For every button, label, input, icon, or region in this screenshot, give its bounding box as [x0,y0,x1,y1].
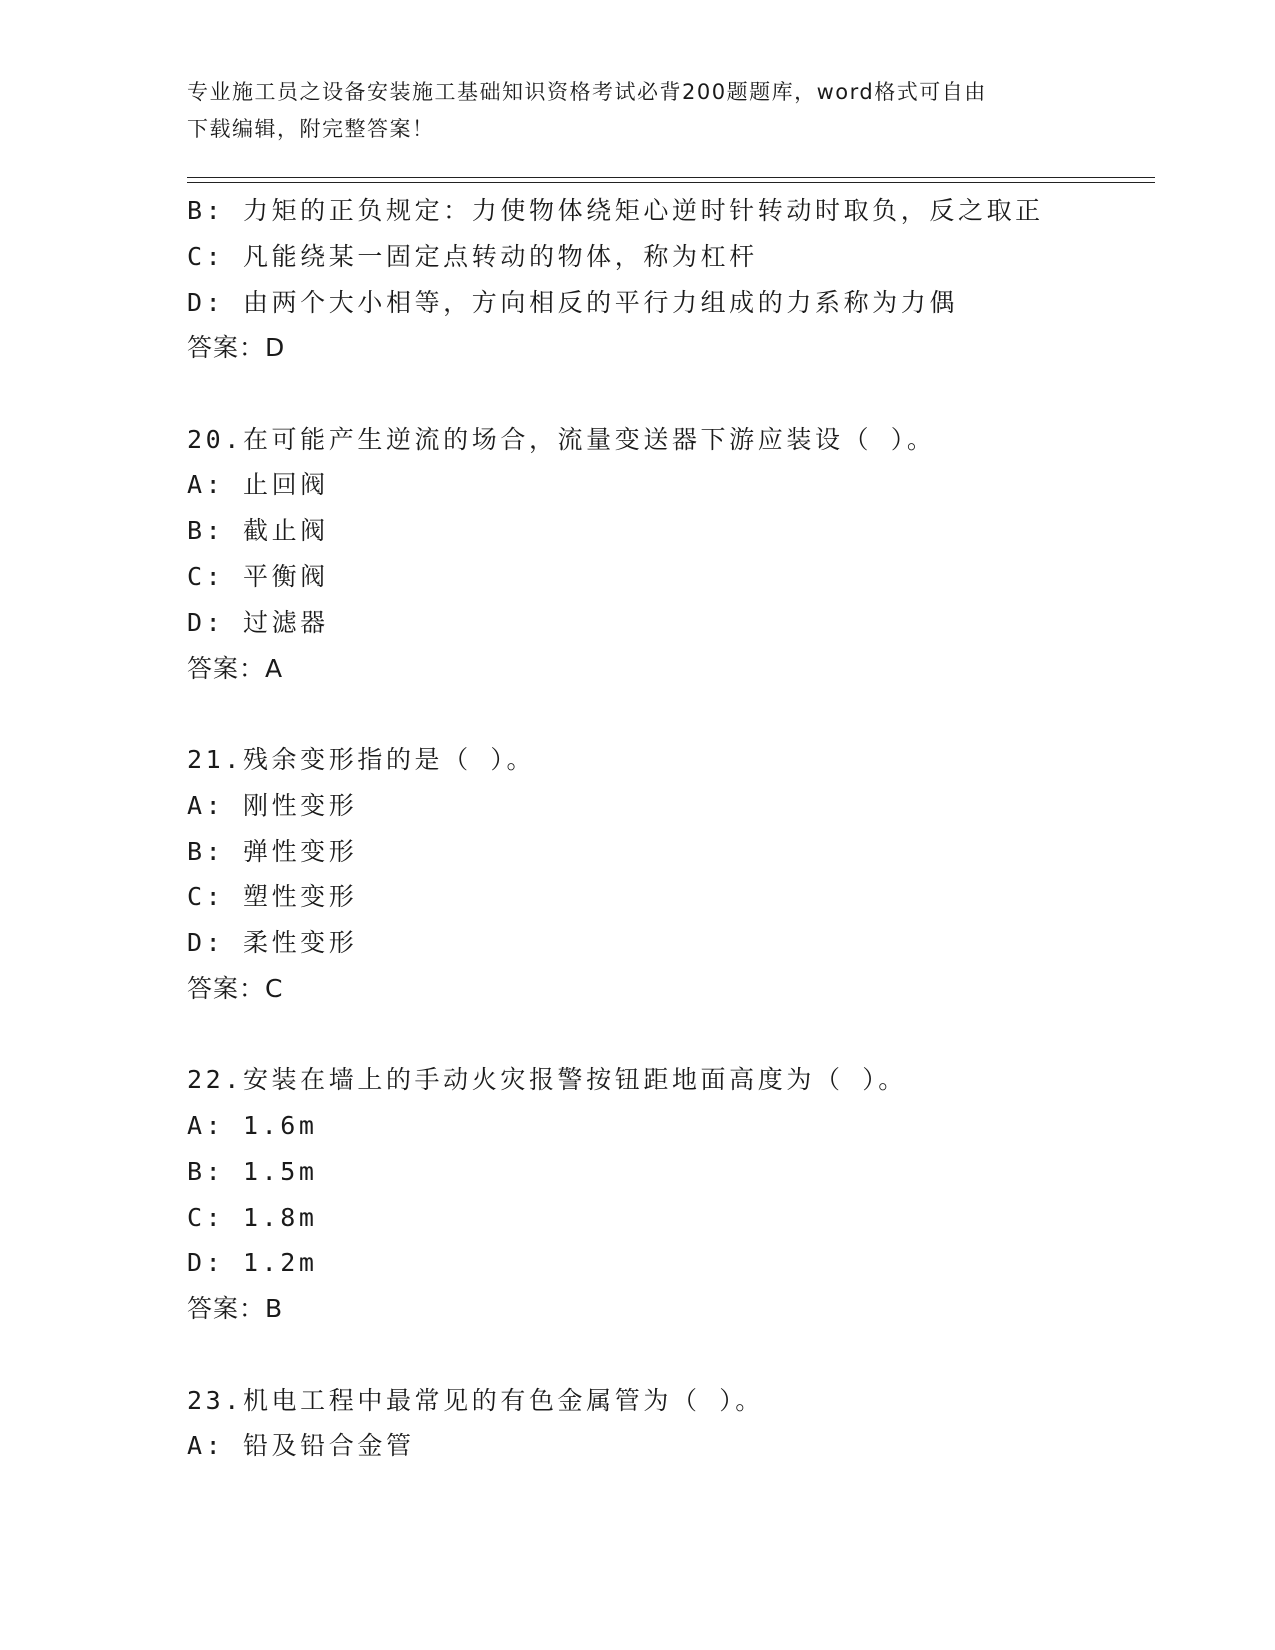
option-line: D: 1.2m [187,1248,318,1278]
option-line: D: 过滤器 [187,607,329,637]
option-key: A [187,790,206,820]
option-line: C: 1.8m [187,1202,318,1232]
answer-line [187,646,1177,692]
option-text: 塑性变形 [242,882,358,912]
option-text: 柔性变形 [242,928,358,958]
answer-value: D [265,333,286,363]
option-key: B [187,516,206,546]
option-text: 平衡阀 [242,562,329,592]
spacer [187,1332,1177,1378]
option-key: A [187,1431,206,1461]
option-line: B: 力矩的正负规定：力使物体绕矩心逆时针转动时取负，反之取正 [187,196,1044,225]
option-text: 1.5m [242,1156,318,1186]
answer-value: B [265,1294,284,1324]
option-key: D [187,1248,206,1278]
option-text: 1.2m [242,1248,318,1278]
option-key: D [187,607,206,637]
question-title: 20.在可能产生逆流的场合，流量变送器下游应装设（ ）。 [187,424,936,454]
option-line: C: 凡能绕某一固定点转动的物体，称为杠杆 [187,241,758,271]
option-text: 止回阀 [242,470,329,500]
option-key: B [187,836,206,866]
option-line: A: 刚性变形 [187,790,358,820]
option-line: A: 铅及铅合金管 [187,1431,415,1461]
option-line: B: 截止阀 [187,516,329,546]
answer-label: 答案： [187,973,266,1003]
question-title: 21.残余变形指的是（ ）。 [187,744,536,774]
answer-label: 答案： [187,653,266,683]
question-title: 22.安装在墙上的手动火灾报警按钮距地面高度为（ ）。 [187,1065,907,1095]
option-line: A: 止回阀 [187,470,329,500]
document-header [187,74,1077,148]
option-key: A [187,1111,206,1141]
answer-label: 答案： [187,333,266,363]
option-line: D: 柔性变形 [187,928,358,958]
question-title: 23.机电工程中最常见的有色金属管为（ ）。 [187,1385,764,1415]
option-line: A: 1.6m [187,1111,318,1141]
spacer [187,371,1177,417]
answer-line [187,966,1177,1012]
option-key: C [187,882,206,912]
option-key: C [187,562,206,592]
answer-label: 答案： [187,1294,266,1324]
question-list [187,188,1177,1469]
option-text: 凡能绕某一固定点转动的物体，称为杠杆 [242,241,758,271]
header-line-2: 下载编辑，附完整答案！ [187,117,435,141]
option-line: C: 平衡阀 [187,562,329,592]
option-text: 弹性变形 [242,836,358,866]
option-line: C: 塑性变形 [187,882,358,912]
option-key: B [187,1156,206,1186]
spacer [187,1012,1177,1058]
option-text: 1.6m [242,1111,318,1141]
option-text: 由两个大小相等，方向相反的平行力组成的力系称为力偶 [242,287,958,317]
answer-line [187,1286,1177,1332]
option-key: A [187,470,206,500]
option-text: 力矩的正负规定：力使物体绕矩心逆时针转动时取负，反之取正 [242,196,1044,225]
option-text: 刚性变形 [242,790,358,820]
answer-value: C [265,973,284,1003]
spacer [187,691,1177,737]
option-key: B [187,196,206,225]
option-text: 截止阀 [242,516,329,546]
option-text: 铅及铅合金管 [242,1431,415,1461]
option-key: C [187,1202,206,1232]
option-line: B: 1.5m [187,1156,318,1186]
header-line-1: 专业施工员之设备安装施工基础知识资格考试必背200题题库，word格式可自由 [187,80,987,104]
answer-value: A [265,653,284,683]
answer-line [187,325,1177,371]
option-key: C [187,241,206,271]
header-divider-top [187,177,1155,178]
option-line: B: 弹性变形 [187,836,358,866]
option-text: 过滤器 [242,607,329,637]
option-text: 1.8m [242,1202,318,1232]
option-line: D: 由两个大小相等，方向相反的平行力组成的力系称为力偶 [187,287,958,317]
header-divider-bottom [187,182,1155,183]
option-key: D [187,928,206,958]
option-key: D [187,287,206,317]
